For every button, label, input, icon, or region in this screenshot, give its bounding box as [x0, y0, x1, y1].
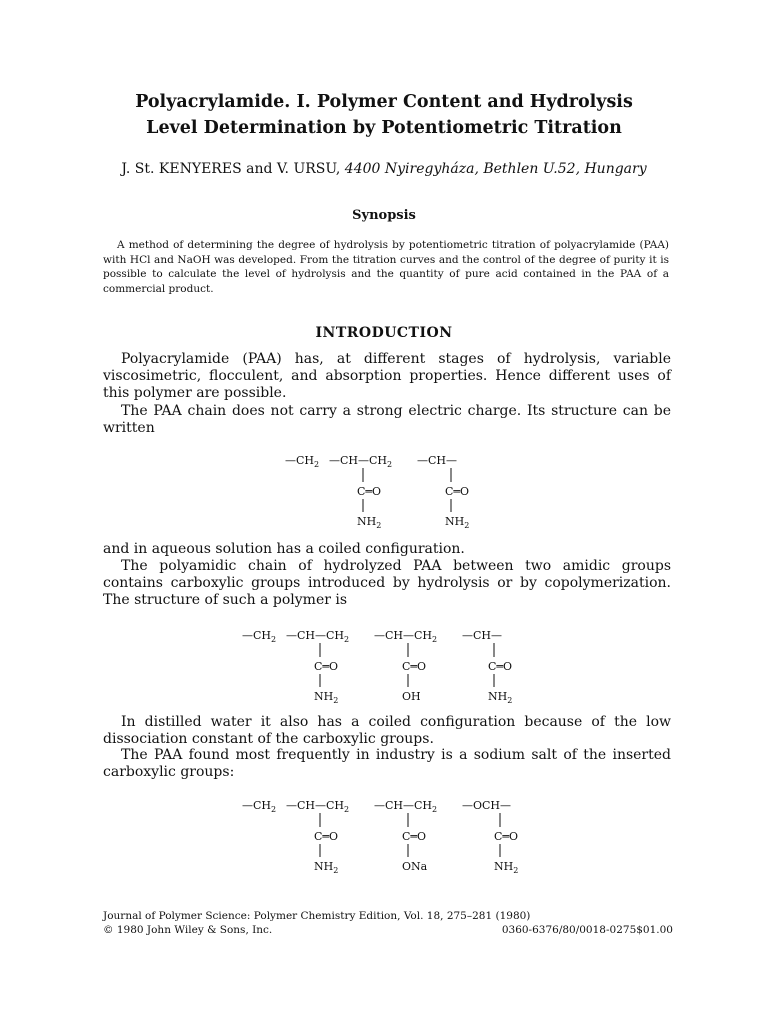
- s2-co-1: C═O: [314, 660, 339, 673]
- s1-nh2-2: $NH_2$: [445, 515, 470, 530]
- s3-chain-4: —OCH—: [462, 799, 512, 812]
- introduction-heading: INTRODUCTION: [315, 325, 453, 341]
- structure-paa: [285, 452, 495, 532]
- s3-co-3: C═O: [494, 830, 519, 843]
- authors: J. St. KENYERES and V. URSU,: [121, 161, 341, 177]
- s1-co-2: C═O: [445, 485, 470, 498]
- s3-co-2: C═O: [402, 830, 427, 843]
- s1-nh2-1: $NH_2$: [357, 515, 382, 530]
- affiliation: 4400 Nyiregyháza, Bethlen U.52, Hungary: [344, 161, 647, 177]
- paper-title-line-1: Polyacrylamide. I. Polymer Content and Hydrolysis: [135, 92, 633, 112]
- s2-nh2-1: $NH_2$: [314, 690, 339, 705]
- synopsis-heading: Synopsis: [352, 208, 416, 223]
- s1-chain-1: $—CH_2$: [285, 454, 320, 469]
- s1-chain-3: —CH—: [417, 454, 458, 467]
- s3-nh2-1: $NH_2$: [314, 860, 339, 875]
- s2-chain-2: $—CH—CH_2$: [286, 629, 350, 644]
- structure-hydrolyzed-paa: [242, 627, 542, 707]
- s3-chain-3: $—CH—CH_2$: [374, 799, 438, 814]
- s2-nh2-2: $NH_2$: [488, 690, 513, 705]
- s2-chain-3: $—CH—CH_2$: [374, 629, 438, 644]
- intro-paragraph-3a: and in aqueous solution has a coiled configuration.: [103, 541, 465, 557]
- s3-chain-1: $—CH_2$: [242, 799, 277, 814]
- intro-paragraph-2: The PAA chain does not carry a strong electric charge. Its structure can be written: [103, 403, 671, 436]
- footer-copyright-row: [103, 924, 673, 937]
- s2-oh: OH: [402, 690, 421, 703]
- footer-journal: Journal of Polymer Science: Polymer Chemistry Edition, Vol. 18, 275–281 (1980): [103, 910, 531, 922]
- s1-chain-2: $—CH—CH_2$: [329, 454, 393, 469]
- s3-ona: ONa: [402, 860, 428, 873]
- s2-chain-1: $—CH_2$: [242, 629, 277, 644]
- s3-nh2-2: $NH_2$: [494, 860, 519, 875]
- author-line: [60, 160, 708, 178]
- intro-paragraph-1: Polyacrylamide (PAA) has, at different stages of hydrolysis, variable viscosimetric, flocculent, and absorption properties. Hence different uses of this polymer are possible.: [103, 351, 671, 401]
- synopsis-text: A method of determining the degree of hydrolysis by potentiometric titration of polyacrylamide (PAA) with HCl and NaOH was developed. From the titration curves and the control of the degree of purity it is possible to calculate the level of hydrolysis and the quantity of pure acid contained in the PAA of a commercial product.: [103, 239, 669, 295]
- paper-title-line-2: Level Determination by Potentiometric Titration: [146, 118, 622, 138]
- intro-paragraph-4b: The PAA found most frequently in industry is a sodium salt of the inserted carboxylic groups:: [103, 747, 671, 780]
- s2-chain-4: —CH—: [462, 629, 503, 642]
- s1-co-1: C═O: [357, 485, 382, 498]
- s3-chain-2: $—CH—CH_2$: [286, 799, 350, 814]
- structure-sodium-salt-paa: [242, 797, 542, 877]
- footer-copyright: © 1980 John Wiley & Sons, Inc.: [103, 924, 273, 936]
- intro-paragraph-4a: In distilled water it also has a coiled configuration because of the low dissociation constant of the carboxylic groups.: [103, 714, 671, 747]
- intro-paragraph-3b: The polyamidic chain of hydrolyzed PAA between two amidic groups contains carboxylic groups introduced by hydrolysis or by copolymerization. The structure of such a polymer is: [103, 558, 671, 608]
- s3-co-1: C═O: [314, 830, 339, 843]
- s2-co-2: C═O: [402, 660, 427, 673]
- footer-code: 0360-6376/80/0018-0275$01.00: [501, 924, 673, 936]
- s2-co-3: C═O: [488, 660, 513, 673]
